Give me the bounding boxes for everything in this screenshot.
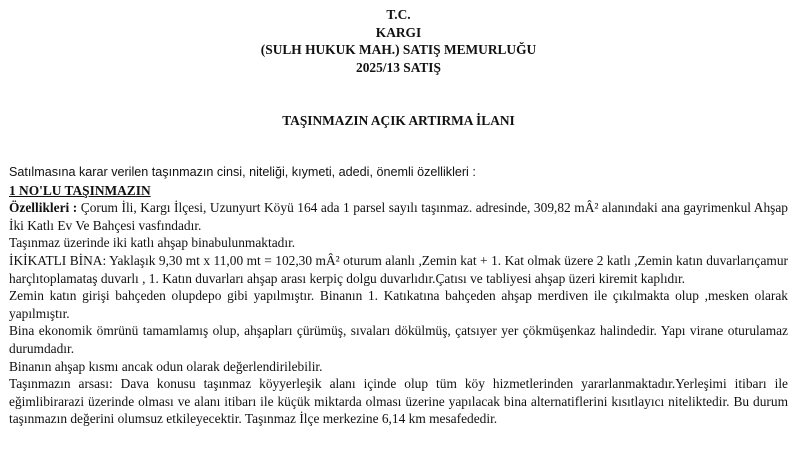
document-title: TAŞINMAZIN AÇIK ARTIRMA İLANI bbox=[282, 113, 515, 128]
paragraph-ground-floor: Zemin katın girişi bahçeden olupdepo gibi yapılmıştır. Binanın 1. Katıkatına bahçeden ahşap merdiven ile çıkılmakta olup ,mesken olarak yapılmıştır. bbox=[9, 288, 788, 321]
features-text: Çorum İli, Kargı İlçesi, Uzunyurt Köyü 164 ada 1 parsel sayılı taşınmaz. adresinde, 309,82 mÂ² alanındaki ana gayrimenkul Ahşap İki Katlı Ev Ve Bahçesi vasfındadır. bbox=[9, 200, 788, 233]
intro-paragraph: Satılmasına karar verilen taşınmazın cinsi, niteliği, kıymeti, adedi, önemli özellikleri : bbox=[9, 165, 476, 179]
features-label: Özellikleri : bbox=[9, 200, 78, 216]
header-country: T.C. bbox=[386, 7, 411, 22]
paragraph-land: Taşınmazın arsası: Dava konusu taşınmaz köyyerleşik alanı içinde olup tüm köy hizmetlerinden yararlanmaktadır.Yerleşimi itibarı ile eğimlibirarazi üzerinde olması ve alanı itibarı ile küçük miktarda olması üzerine yapılacak bina alternatiflerini kısıtlayıcı niteliktedir. Bu durum taşınmazın değerini olumsuz etkileyecektir. Taşınmaz İlçe merkezine 6,14 km mesafededir. bbox=[9, 376, 788, 427]
paragraph-two-storey: İKİKATLI BİNA: Yaklaşık 9,30 mt x 11,00 mt = 102,30 mÂ² oturum alanlı ,Zemin kat + 1. Kat olmak üzere 2 katlı ,Zemin katın duvarlarıçamur harçlıtoplamataş duvarlı , 1. Katın duvarları ahşap arası kerpiç dolgu duvarlıdır.Çatısı ve tabliyesi ahşap üzeri kiremit kaplıdır. bbox=[9, 252, 788, 286]
header-office: (SULH HUKUK MAH.) SATIŞ MEMURLUĞU bbox=[260, 42, 537, 57]
paragraph-wood: Binanın ahşap kısmı ancak odun olarak değerlendirilebilir. bbox=[9, 358, 323, 374]
features-paragraph bbox=[9, 199, 788, 234]
paragraph-condition: Bina ekonomik ömrünü tamamlamış olup, ahşapları çürümüş, sıvaları dökülmüş, çatsıyer yer çökmüşenkaz halindedir. Yapı virane oturulamaz durumdadır. bbox=[9, 323, 788, 356]
paragraph-building: Taşınmaz üzerinde iki katlı ahşap binabulunmaktadır. bbox=[9, 235, 296, 251]
header-district: KARGI bbox=[375, 24, 422, 40]
document-body bbox=[9, 164, 788, 428]
section-title: 1 NO'LU TAŞINMAZIN bbox=[9, 182, 151, 198]
header-file-number: 2025/13 SATIŞ bbox=[356, 59, 441, 75]
document-header bbox=[9, 0, 788, 76]
